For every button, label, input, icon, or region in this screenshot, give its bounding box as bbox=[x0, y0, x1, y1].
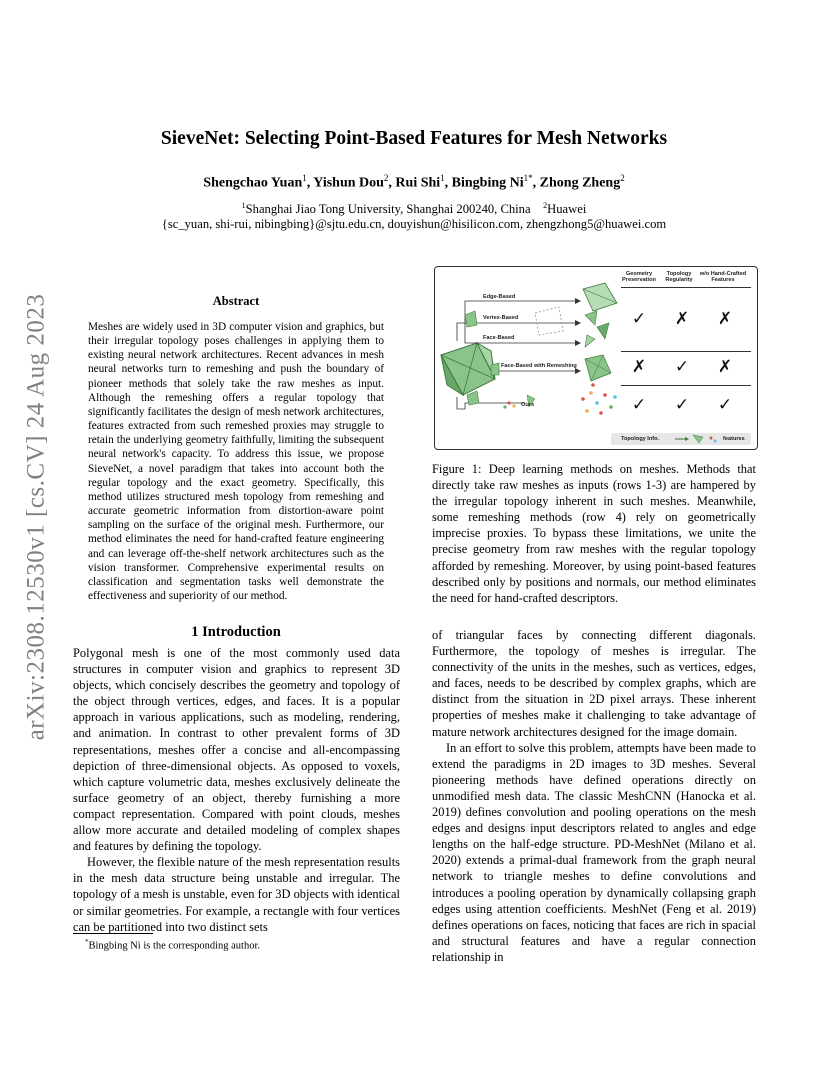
footnote-mark: * bbox=[85, 938, 89, 946]
author-affil-mark: 2 bbox=[383, 173, 389, 183]
affiliation-2: Huawei bbox=[547, 202, 587, 217]
fig-mark: ✓ bbox=[631, 309, 647, 329]
footnote-text: Bingbing Ni is the corresponding author. bbox=[88, 940, 260, 952]
author-list: Shengchao Yuan$^1$, Yishun Dou$^2$, Rui Shi$^1$, Bingbing $Ni^{1*}$, Zhong Zheng$^2$ bbox=[203, 173, 625, 191]
affil-mark: 1 bbox=[241, 201, 246, 210]
arxiv-identifier bbox=[13, 282, 59, 752]
legend-features-label: features bbox=[723, 436, 745, 442]
fig-mark: ✗ bbox=[631, 357, 647, 377]
arxiv-identifier-text: arXiv:2308.12530v1 [cs.CV] 24 Aug 2023 bbox=[22, 293, 49, 741]
fig-mark: ✗ bbox=[717, 309, 733, 329]
legend-topology-label: Topology Info. bbox=[621, 436, 660, 442]
fig-label-face-based-remeshing: Face-Based with Remeshing bbox=[501, 363, 577, 369]
fig-label-ours: Ours bbox=[521, 402, 535, 408]
fig-mark: ✓ bbox=[674, 395, 690, 415]
fig-col-head-geometry: Geometry Preservation bbox=[622, 271, 656, 283]
figure-1 bbox=[434, 266, 758, 450]
author-name: Shengchao Yuan bbox=[203, 175, 303, 191]
fig-label-face-based: Face-Based bbox=[483, 335, 515, 341]
fig-header-rule bbox=[621, 287, 751, 288]
author-name: Bingbing Ni bbox=[451, 175, 524, 191]
author-affil-mark: 1 bbox=[440, 173, 445, 183]
author-affil-mark: 2 bbox=[620, 173, 625, 183]
fig-label-edge-based: Edge-Based bbox=[483, 294, 516, 300]
paragraph: of triangular faces by connecting different diagonals. Furthermore, the topology of meshes is irregular. The connectivity of the units in the meshes, such as vertices, edges, and faces, needs to be described by complex graphs, which are distinct from the situation in 2D pixel arrays. These inherent properties of meshes make it challenging to take advantage of mature network architectures designed for the image domain. bbox=[432, 628, 756, 739]
fig-mark: ✗ bbox=[674, 309, 690, 329]
paragraph: In an effort to solve this problem, attempts have been made to extend the paradigms in 2D images to 3D meshes. Several pioneering methods have defined operations directly on unmodified mesh data. The classic MeshCNN (Hanocka et al. 2019) defines convolution and pooling operations on the mesh edges and designs input descriptors related to angles and edge lengths on the half-edge structure. PD-MeshNet (Milano et al. 2020) extends a primal-dual framework from the graph neural network to triangle meshes to define convolutions and introduces a pooling operation by dynamically collapsing graph edges using attention coefficients. MeshNet (Feng et al. 2019) defines operations on faces, noticing that faces are rich in spacial and structural features and have a regular connection relationship in bbox=[432, 740, 756, 964]
input-mesh-icon bbox=[441, 343, 495, 395]
intro-left-column bbox=[73, 645, 400, 935]
fig-col-head-handcrafted: w/o Hand-Crafted Features bbox=[699, 271, 747, 283]
abstract-text: Meshes are widely used in 3D computer vision and graphics, but their irregular topology poses challenges in applying them to existing neural network architectures. Recent advances in mesh neural networks turn to remeshing and push the boundary of pioneer methods that solely take the raw meshes as input. Although the remeshing offers a regular topology that significantly facilitates the design of mesh network architectures, features extracted from such remeshed proxies may struggle to retain the underlying geometry faithfully, limiting the subsequent neural network's capacity. To address this issue, we propose SieveNet, a novel paradigm that takes into account both the regular topology and the exact geometry. Specifically, this method utilizes structured mesh topology from remeshing and accurate geometric information from distortion-aware point sampling on the surface of the original mesh. Furthermore, our method eliminates the need for hand-crafted feature engineering and can leverage off-the-shelf network architectures such as the vision transformer. Comprehensive experimental results on classification and segmentation tasks well demonstrate the effectiveness and superiority of our method. bbox=[88, 321, 384, 602]
fig-mark: ✓ bbox=[631, 395, 647, 415]
fig-legend bbox=[611, 433, 751, 445]
author-name: Rui Shi bbox=[395, 175, 441, 191]
affiliations bbox=[0, 201, 828, 217]
fig-mark: ✓ bbox=[717, 395, 733, 415]
paper-title: SieveNet: Selecting Point-Based Features for Mesh Networks bbox=[160, 128, 668, 149]
author-name: Yishun Dou bbox=[313, 175, 384, 191]
intro-right-column bbox=[432, 627, 756, 965]
author-affil-mark: 1* bbox=[523, 173, 533, 183]
section-heading-introduction: 1 Introduction bbox=[191, 624, 281, 640]
fig-row-rule bbox=[621, 351, 751, 352]
paragraph: However, the flexible nature of the mesh representation results in the mesh data structure being unstable and irregular. The topology of a mesh is unstable, even for 3D objects with identical or similar geometries. For example, a rectangle with four vertices can be partitioned into two distinct sets bbox=[73, 855, 400, 934]
mesh-illustration bbox=[435, 267, 625, 437]
fig-mark: ✗ bbox=[717, 357, 733, 377]
abstract-heading: Abstract bbox=[212, 294, 260, 308]
author-affil-mark: 1 bbox=[302, 173, 307, 183]
affil-mark: 2 bbox=[543, 201, 548, 210]
figure-1-caption: Figure 1: Deep learning methods on meshes. Methods that directly take raw meshes as inputs (rows 1-3) are hampered by the irregular topology inherent in such meshes. Meanwhile, some remeshing methods (row 4) rely on geometrically imprecise proxies. To bypass these limitations, we unite the precise geometry from raw meshes with the regular topology afforded by remeshing. Moreover, by using point-based features described only by positions and normals, our method eliminates the need for hand-crafted descriptors. bbox=[432, 462, 756, 605]
fig-row-rule bbox=[621, 385, 751, 386]
author-emails: {sc_yuan, shi-rui, nibingbing}@sjtu.edu.cn, douyishun@hisilicon.com, zhengzhong5@huawei.com bbox=[161, 217, 667, 231]
fig-label-vertex-based: Vertex-Based bbox=[483, 315, 519, 321]
paragraph: Polygonal mesh is one of the most commonly used data structures in computer vision and graphics to represent 3D objects, which concisely describes the geometry and topology of the object through vertices, edges, and faces. It is a popular approach in various applications, such as modeling, rendering, and animation. In contrast to other prevalent forms of 3D representations, meshes offer a concise and all-encompassing depiction of three-dimensional objects. As opposed to voxels, which capture volumetric data, meshes exclusively delineate the surface geometry of an object, thereby furnishing a more compact representation. Compared with point clouds, meshes allow more accurate and detailed modeling of complex shapes and features by defining the topology. bbox=[73, 646, 400, 854]
ours-point-cloud bbox=[503, 383, 616, 415]
footnote-divider bbox=[73, 933, 153, 934]
fig-col-head-topology: Topology Regularity bbox=[665, 271, 693, 283]
legend-feature-icon bbox=[673, 434, 721, 444]
fig-mark: ✓ bbox=[674, 357, 690, 377]
author-name: Zhong Zheng bbox=[539, 175, 621, 191]
affiliation-1: Shanghai Jiao Tong University, Shanghai 200240, China bbox=[245, 202, 531, 217]
footnote bbox=[85, 938, 260, 952]
